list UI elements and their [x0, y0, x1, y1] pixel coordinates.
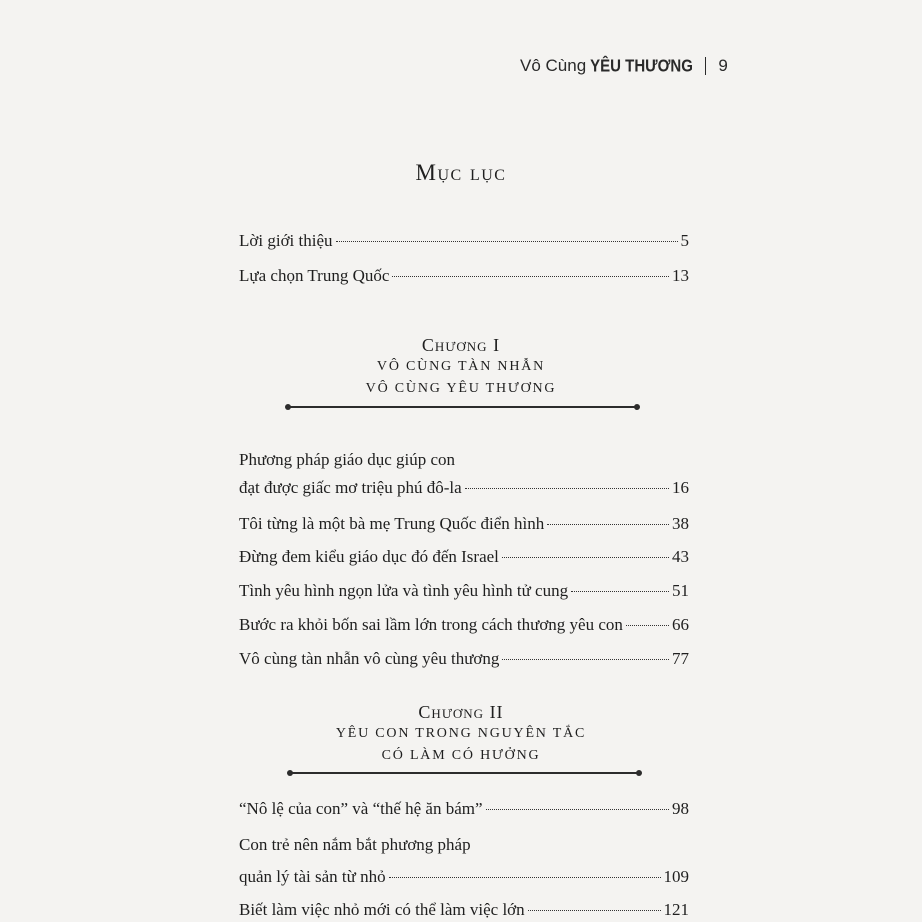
chapter-title-line: CÓ LÀM CÓ HƯỞNG — [381, 748, 541, 763]
chapter-number: Chương II — [418, 702, 504, 722]
chapter-divider — [288, 406, 637, 408]
page-number: 9 — [718, 56, 728, 75]
chapter-title-line: VÔ CÙNG YÊU THƯƠNG — [365, 381, 557, 396]
toc-entry: Lời giới thiệu 5 — [239, 231, 689, 250]
toc-title: Mục lục — [415, 160, 507, 185]
chapter-heading — [0, 334, 922, 400]
toc-entry: Đừng đem kiểu giáo dục đó đến Israel 43 — [239, 547, 689, 566]
toc-entry: Tôi từng là một bà mẹ Trung Quốc điển hình 38 — [239, 514, 689, 533]
book-title-part2: YÊU THƯƠNG — [590, 56, 693, 76]
toc-entry: Vô cùng tàn nhẫn vô cùng yêu thương 77 — [239, 649, 689, 668]
toc-entry: Bước ra khỏi bốn sai lầm lớn trong cách thương yêu con 66 — [239, 615, 689, 634]
toc-entry: Lựa chọn Trung Quốc 13 — [239, 266, 689, 285]
toc-entry: Biết làm việc nhỏ mới có thể làm việc lớn 121 — [239, 900, 689, 919]
toc-entry: quản lý tài sản từ nhỏ 109 — [239, 867, 689, 886]
book-title-part1: Vô Cùng — [520, 56, 587, 75]
toc-entry: đạt được giấc mơ triệu phú đô-la 16 — [239, 478, 689, 497]
toc-entry-line: Phương pháp giáo dục giúp con — [239, 450, 456, 469]
chapter-number: Chương I — [421, 335, 501, 355]
chapter-title-line: VÔ CÙNG TÀN NHẪN — [376, 359, 546, 374]
chapter-heading — [0, 701, 922, 767]
toc-entry: Tình yêu hình ngọn lửa và tình yêu hình tử cung 51 — [239, 581, 689, 600]
toc-entry: “Nô lệ của con” và “thế hệ ăn bám” 98 — [239, 799, 689, 818]
header-separator — [705, 57, 707, 75]
running-head — [520, 56, 728, 76]
chapter-title-line: YÊU CON TRONG NGUYÊN TẮC — [335, 726, 587, 741]
toc-entry-line: Con trẻ nên nắm bắt phương pháp — [239, 835, 471, 854]
chapter-divider — [290, 772, 639, 774]
